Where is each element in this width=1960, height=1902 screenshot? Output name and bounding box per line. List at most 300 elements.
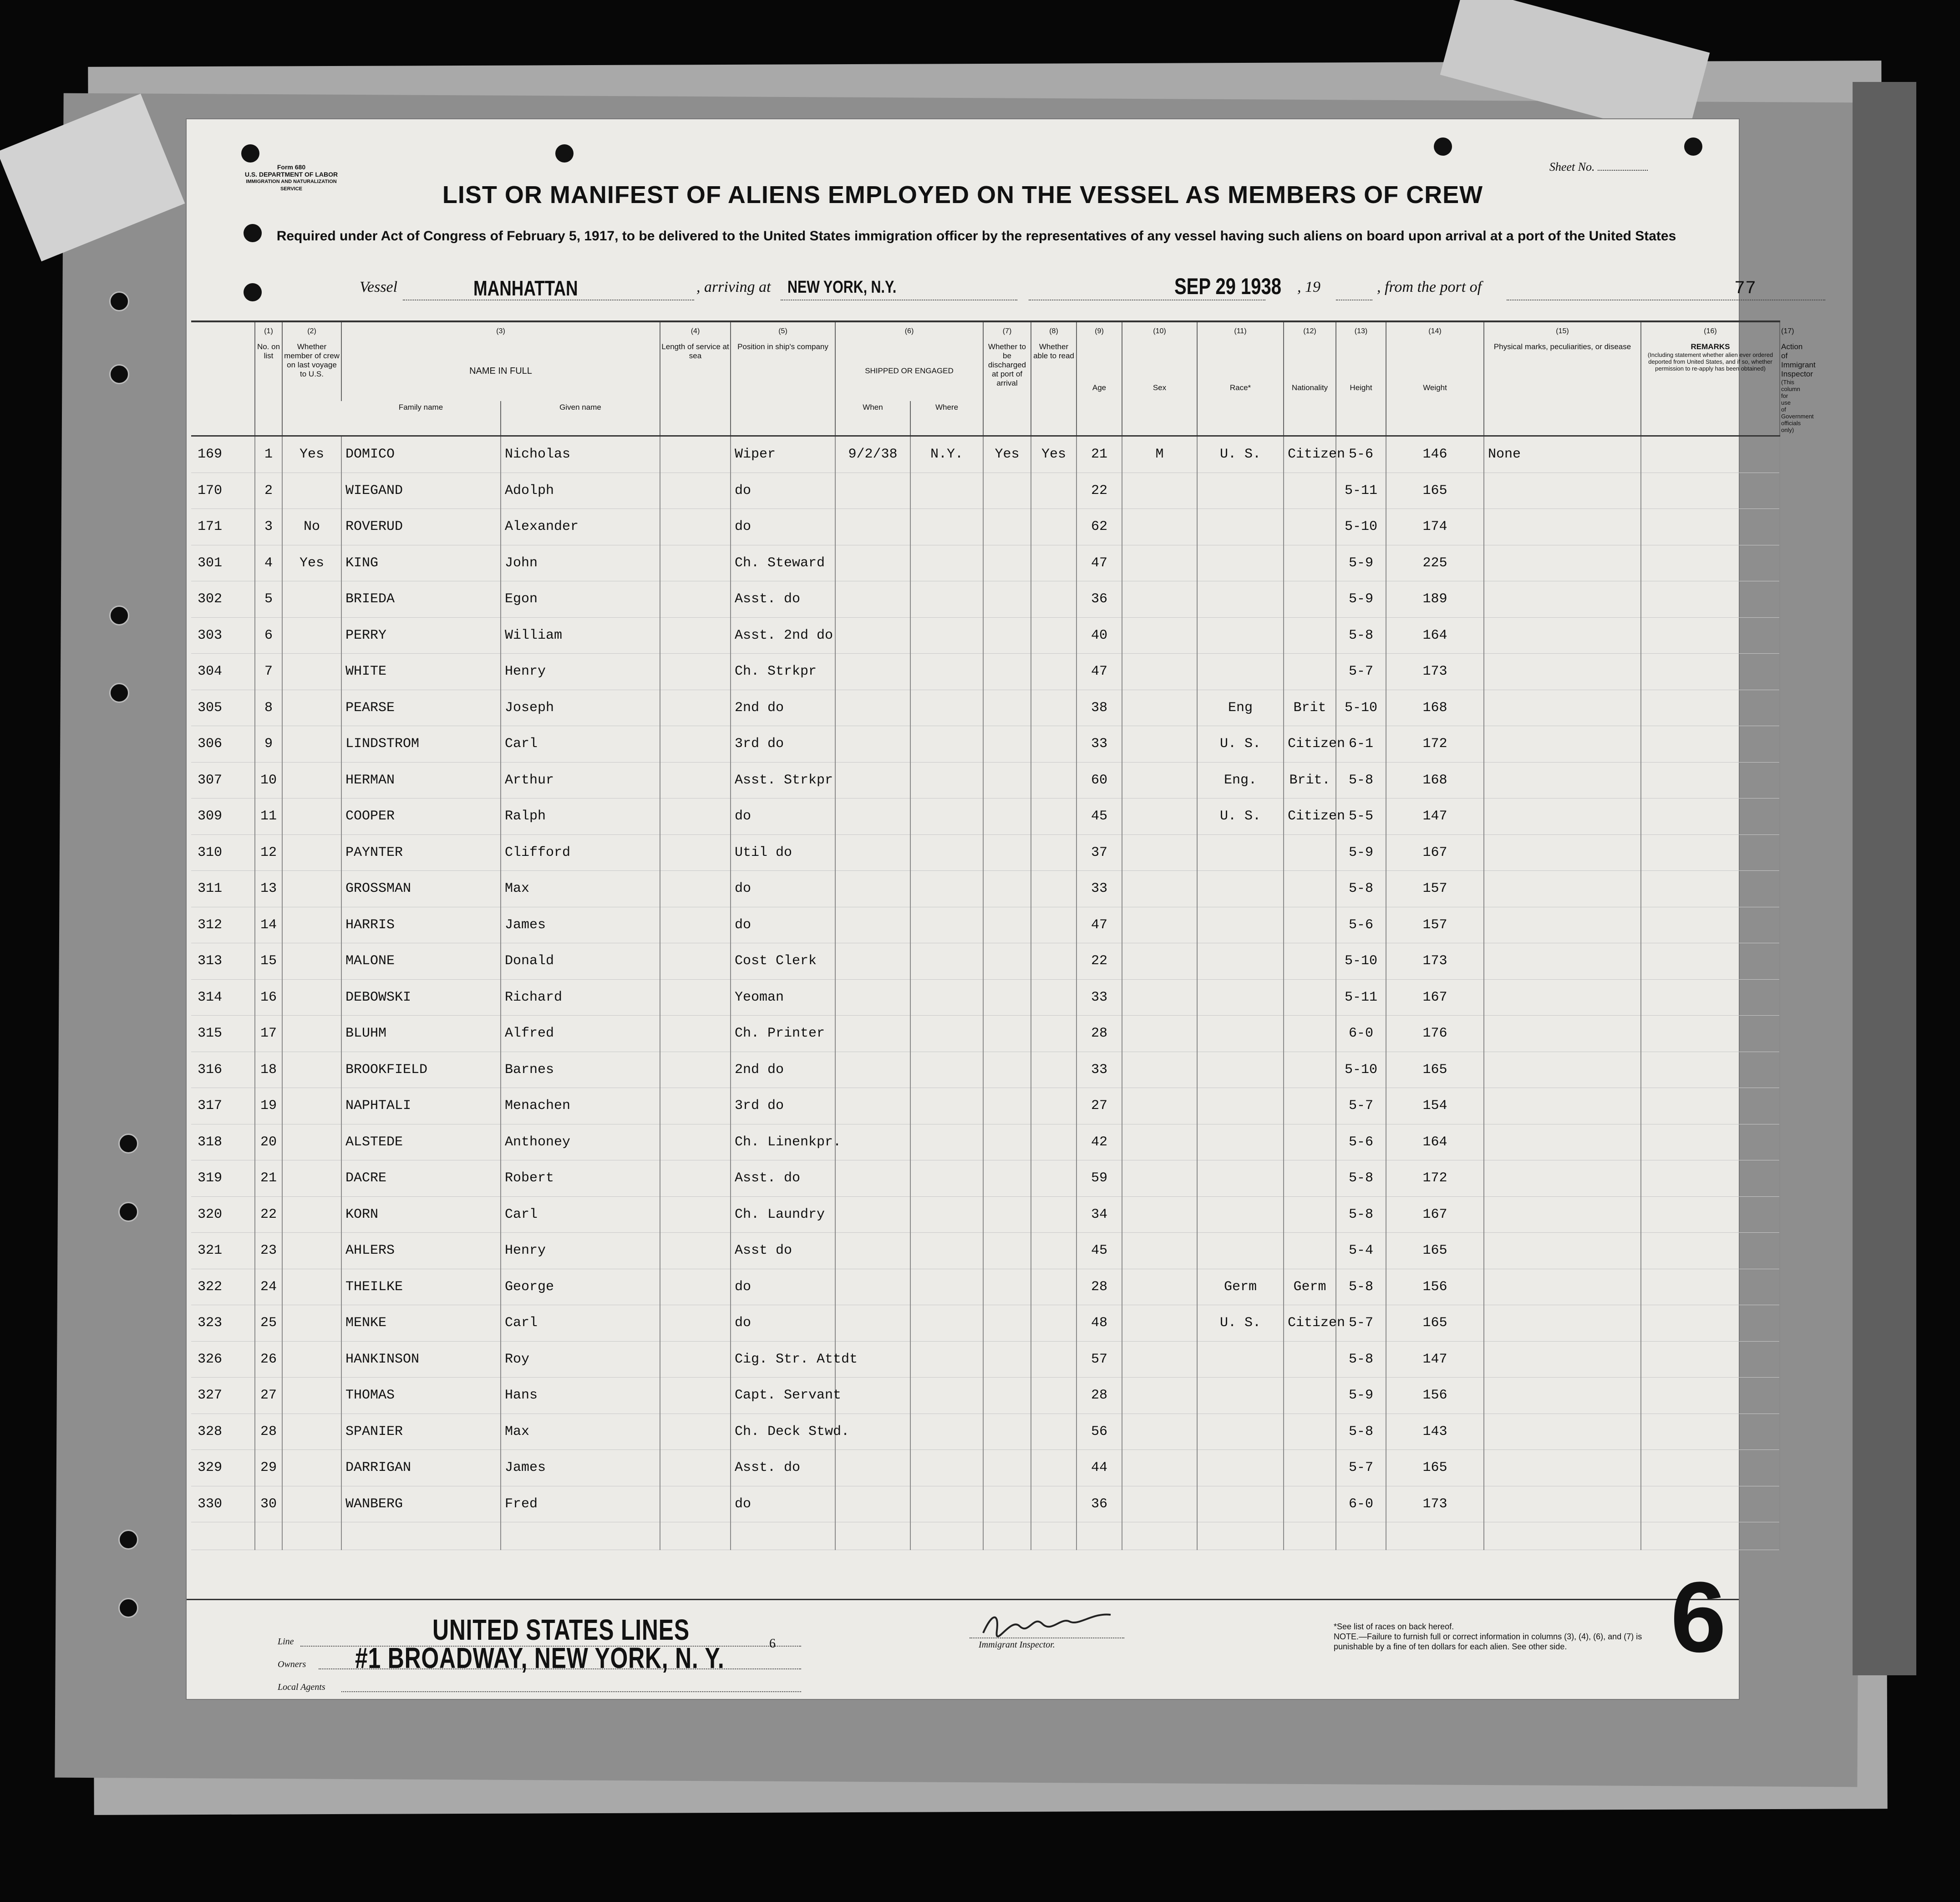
row-nationality <box>1284 509 1336 545</box>
row-sex <box>1122 617 1197 654</box>
header-family-name: Family name <box>341 401 501 436</box>
table-row <box>191 907 1780 943</box>
row-shipped-when <box>835 617 910 654</box>
agents-label: Local Agents <box>278 1682 325 1692</box>
row-list-number: 12 <box>255 834 282 871</box>
row-position: Cig. Str. Attdt <box>731 1341 835 1378</box>
row-previous-voyage <box>282 581 341 618</box>
row-race: Eng. <box>1197 762 1284 798</box>
row-previous-voyage <box>282 979 341 1016</box>
row-discharged <box>983 1305 1031 1342</box>
row-race: Germ <box>1197 1269 1284 1305</box>
header-when: When <box>835 401 910 436</box>
row-previous-voyage <box>282 1196 341 1233</box>
row-height: 5-11 <box>1336 979 1386 1016</box>
row-given-name: Fred <box>501 1486 660 1522</box>
row-remarks <box>1641 1378 1780 1414</box>
row-able-to-read <box>1031 1341 1076 1378</box>
row-sex <box>1122 1378 1197 1414</box>
row-weight: 164 <box>1386 617 1484 654</box>
row-weight: 147 <box>1386 1341 1484 1378</box>
row-nationality: Citizen <box>1284 436 1336 473</box>
row-given-name: Richard <box>501 979 660 1016</box>
column-number: (6) <box>835 321 983 341</box>
crew-table <box>191 320 1773 1550</box>
row-family-name: SPANIER <box>341 1414 501 1450</box>
row-race <box>1197 1486 1284 1522</box>
row-height: 5-8 <box>1336 617 1386 654</box>
row-weight: 165 <box>1386 1233 1484 1269</box>
row-height: 5-4 <box>1336 1233 1386 1269</box>
header-height: Height <box>1336 341 1386 436</box>
punch-hole <box>244 224 262 242</box>
row-position: Wiper <box>731 436 835 473</box>
row-physical-marks <box>1484 1414 1641 1450</box>
row-age: 44 <box>1076 1450 1122 1486</box>
row-height: 5-9 <box>1336 581 1386 618</box>
row-height: 5-8 <box>1336 1196 1386 1233</box>
row-position: Cost Clerk <box>731 943 835 980</box>
row-nationality <box>1284 617 1336 654</box>
row-race <box>1197 1088 1284 1124</box>
table-row <box>191 762 1780 798</box>
row-previous-voyage <box>282 1124 341 1160</box>
row-margin-number <box>191 1522 255 1550</box>
row-weight <box>1386 1522 1484 1550</box>
row-margin-number: 301 <box>191 545 255 581</box>
row-weight: 156 <box>1386 1378 1484 1414</box>
row-position: do <box>731 1305 835 1342</box>
row-shipped-where <box>910 1124 983 1160</box>
table-row <box>191 1486 1780 1522</box>
row-position: Ch. Linenkpr. <box>731 1124 835 1160</box>
row-given-name: Adolph <box>501 473 660 509</box>
back-sheet-edge <box>1853 82 1916 1675</box>
row-height: 5-7 <box>1336 654 1386 690</box>
row-discharged <box>983 1341 1031 1378</box>
row-race: Eng <box>1197 690 1284 726</box>
row-remarks <box>1641 1124 1780 1160</box>
row-age: 36 <box>1076 581 1122 618</box>
row-previous-voyage <box>282 473 341 509</box>
row-family-name: ROVERUD <box>341 509 501 545</box>
row-weight: 165 <box>1386 1052 1484 1088</box>
row-margin-number: 310 <box>191 834 255 871</box>
table-row <box>191 1450 1780 1486</box>
row-margin-number: 329 <box>191 1450 255 1486</box>
row-nationality <box>1284 1016 1336 1052</box>
row-able-to-read <box>1031 1450 1076 1486</box>
row-remarks <box>1641 1160 1780 1197</box>
row-margin-number: 306 <box>191 726 255 763</box>
row-physical-marks <box>1484 1016 1641 1052</box>
row-discharged <box>983 1196 1031 1233</box>
row-previous-voyage <box>282 1052 341 1088</box>
row-height: 6-0 <box>1336 1016 1386 1052</box>
row-physical-marks <box>1484 473 1641 509</box>
row-margin-number: 330 <box>191 1486 255 1522</box>
table-row <box>191 436 1780 473</box>
row-nationality <box>1284 1414 1336 1450</box>
row-shipped-when <box>835 979 910 1016</box>
row-position: do <box>731 798 835 835</box>
row-age: 60 <box>1076 762 1122 798</box>
row-sex <box>1122 690 1197 726</box>
row-margin-number: 318 <box>191 1124 255 1160</box>
row-sex <box>1122 1486 1197 1522</box>
row-family-name: MALONE <box>341 943 501 980</box>
row-race <box>1197 1341 1284 1378</box>
row-previous-voyage <box>282 617 341 654</box>
row-height: 5-5 <box>1336 798 1386 835</box>
row-given-name: James <box>501 907 660 943</box>
row-weight: 168 <box>1386 762 1484 798</box>
row-race <box>1197 871 1284 907</box>
row-age: 45 <box>1076 1233 1122 1269</box>
row-nationality: Citizen <box>1284 1305 1336 1342</box>
row-age: 57 <box>1076 1341 1122 1378</box>
table-row <box>191 1414 1780 1450</box>
row-position: do <box>731 1269 835 1305</box>
row-able-to-read <box>1031 1305 1076 1342</box>
row-remarks <box>1641 1269 1780 1305</box>
row-age: 33 <box>1076 979 1122 1016</box>
row-sex <box>1122 1450 1197 1486</box>
row-list-number: 23 <box>255 1233 282 1269</box>
row-able-to-read <box>1031 654 1076 690</box>
row-length-of-service <box>660 726 731 763</box>
row-list-number: 16 <box>255 979 282 1016</box>
row-shipped-when <box>835 726 910 763</box>
row-able-to-read <box>1031 834 1076 871</box>
row-given-name: Roy <box>501 1341 660 1378</box>
row-shipped-where <box>910 1450 983 1486</box>
sheet-number-stamp: 6 <box>1671 1561 1726 1673</box>
row-weight: 157 <box>1386 907 1484 943</box>
footer-notes <box>1334 1622 1671 1652</box>
row-discharged <box>983 654 1031 690</box>
row-able-to-read <box>1031 1522 1076 1550</box>
row-physical-marks <box>1484 545 1641 581</box>
row-discharged <box>983 1016 1031 1052</box>
row-previous-voyage <box>282 726 341 763</box>
row-nationality: Germ <box>1284 1269 1336 1305</box>
row-margin-number: 323 <box>191 1305 255 1342</box>
row-height: 5-10 <box>1336 1052 1386 1088</box>
row-age: 62 <box>1076 509 1122 545</box>
row-discharged <box>983 871 1031 907</box>
page-subtitle: Required under Act of Congress of February 5, 1917, to be delivered to the United States immigration officer by the representatives of any vessel having such aliens on board upon arrival at a port of the United States <box>276 229 1676 244</box>
row-sex <box>1122 1052 1197 1088</box>
race-note: *See list of races on back hereof. <box>1334 1622 1454 1631</box>
row-able-to-read <box>1031 1414 1076 1450</box>
row-margin-number: 317 <box>191 1088 255 1124</box>
row-shipped-where <box>910 1378 983 1414</box>
row-shipped-when <box>835 473 910 509</box>
row-age: 28 <box>1076 1016 1122 1052</box>
row-length-of-service <box>660 1450 731 1486</box>
row-position: Asst. 2nd do <box>731 617 835 654</box>
row-weight: 173 <box>1386 943 1484 980</box>
row-nationality <box>1284 1233 1336 1269</box>
column-number: (12) <box>1284 321 1336 341</box>
row-length-of-service <box>660 834 731 871</box>
remarks-title: REMARKS <box>1691 342 1730 351</box>
row-shipped-where: N.Y. <box>910 436 983 473</box>
row-list-number: 8 <box>255 690 282 726</box>
row-sex <box>1122 1160 1197 1197</box>
table-row <box>191 473 1780 509</box>
row-shipped-when <box>835 1269 910 1305</box>
row-position: Asst. do <box>731 1160 835 1197</box>
column-number: (3) <box>341 321 660 341</box>
row-family-name: DARRIGAN <box>341 1450 501 1486</box>
row-margin-number: 305 <box>191 690 255 726</box>
table-row <box>191 726 1780 763</box>
row-physical-marks <box>1484 581 1641 618</box>
row-length-of-service <box>660 871 731 907</box>
row-discharged <box>983 473 1031 509</box>
row-age: 56 <box>1076 1414 1122 1450</box>
penalty-note: NOTE.—Failure to furnish full or correct information in columns (3), (4), (6), and (7) is punishable by a fine of ten dollars for each alien. See other side. <box>1334 1632 1642 1651</box>
row-height: 5-8 <box>1336 762 1386 798</box>
row-weight: 165 <box>1386 1305 1484 1342</box>
row-position: 3rd do <box>731 726 835 763</box>
table-row <box>191 509 1780 545</box>
row-remarks <box>1641 1233 1780 1269</box>
row-margin-number: 307 <box>191 762 255 798</box>
row-shipped-where <box>910 762 983 798</box>
row-given-name: Hans <box>501 1378 660 1414</box>
row-length-of-service <box>660 473 731 509</box>
row-able-to-read <box>1031 943 1076 980</box>
row-height: 5-7 <box>1336 1088 1386 1124</box>
row-discharged <box>983 1269 1031 1305</box>
row-shipped-where <box>910 581 983 618</box>
row-list-number: 15 <box>255 943 282 980</box>
column-number: (4) <box>660 321 731 341</box>
row-age: 28 <box>1076 1269 1122 1305</box>
row-nationality <box>1284 1450 1336 1486</box>
row-race <box>1197 473 1284 509</box>
row-given-name: Max <box>501 1414 660 1450</box>
remarks-note: (Including statement whether alien ever ordered deported from United States, and if so, whether permission to re-apply has been obtained) <box>1647 351 1773 372</box>
row-shipped-where <box>910 1269 983 1305</box>
binder-hole <box>109 605 129 626</box>
row-age: 37 <box>1076 834 1122 871</box>
department: U.S. DEPARTMENT OF LABOR <box>244 171 338 178</box>
row-weight: 172 <box>1386 1160 1484 1197</box>
row-shipped-where <box>910 726 983 763</box>
row-shipped-where <box>910 798 983 835</box>
row-position: do <box>731 509 835 545</box>
column-number: (5) <box>731 321 835 341</box>
row-length-of-service <box>660 690 731 726</box>
row-shipped-when <box>835 943 910 980</box>
row-previous-voyage <box>282 1378 341 1414</box>
row-shipped-where <box>910 509 983 545</box>
row-nationality <box>1284 581 1336 618</box>
row-age: 27 <box>1076 1088 1122 1124</box>
row-list-number: 18 <box>255 1052 282 1088</box>
row-race <box>1197 1196 1284 1233</box>
year-label: , 19 <box>1297 279 1320 295</box>
table-row <box>191 581 1780 618</box>
row-remarks <box>1641 436 1780 473</box>
row-height: 5-10 <box>1336 509 1386 545</box>
row-weight: 174 <box>1386 509 1484 545</box>
stray-mark: 6 <box>769 1637 776 1651</box>
row-list-number: 25 <box>255 1305 282 1342</box>
row-sex <box>1122 545 1197 581</box>
row-shipped-when <box>835 1196 910 1233</box>
row-position: Capt. Servant <box>731 1378 835 1414</box>
row-height: 5-10 <box>1336 690 1386 726</box>
row-margin-number: 319 <box>191 1160 255 1197</box>
table-row <box>191 545 1780 581</box>
row-previous-voyage: No <box>282 509 341 545</box>
row-age: 22 <box>1076 943 1122 980</box>
row-shipped-when <box>835 1305 910 1342</box>
row-able-to-read <box>1031 1196 1076 1233</box>
row-race <box>1197 581 1284 618</box>
binder-hole <box>109 683 129 703</box>
row-shipped-where <box>910 1088 983 1124</box>
page-title: LIST OR MANIFEST OF ALIENS EMPLOYED ON THE VESSEL AS MEMBERS OF CREW <box>442 181 1483 209</box>
row-margin-number: 316 <box>191 1052 255 1088</box>
row-family-name: BRIEDA <box>341 581 501 618</box>
row-weight: 165 <box>1386 1450 1484 1486</box>
row-previous-voyage: Yes <box>282 545 341 581</box>
column-number: (11) <box>1197 321 1284 341</box>
row-age: 47 <box>1076 545 1122 581</box>
row-remarks <box>1641 1341 1780 1378</box>
row-discharged <box>983 762 1031 798</box>
row-list-number: 19 <box>255 1088 282 1124</box>
row-age: 28 <box>1076 1378 1122 1414</box>
header-nationality: Nationality <box>1284 341 1336 436</box>
row-shipped-where <box>910 1486 983 1522</box>
row-family-name: WHITE <box>341 654 501 690</box>
binder-hole <box>118 1530 138 1550</box>
row-height: 5-8 <box>1336 1269 1386 1305</box>
row-nationality <box>1284 871 1336 907</box>
row-position: Util do <box>731 834 835 871</box>
row-shipped-where <box>910 907 983 943</box>
row-given-name: Carl <box>501 1196 660 1233</box>
sheet-number-field <box>1549 160 1648 174</box>
row-remarks <box>1641 690 1780 726</box>
row-family-name: COOPER <box>341 798 501 835</box>
row-list-number: 3 <box>255 509 282 545</box>
sheet-line <box>1598 170 1648 171</box>
row-weight: 157 <box>1386 871 1484 907</box>
row-nationality: Brit <box>1284 690 1336 726</box>
line-value: UNITED STATES LINES <box>432 1613 690 1646</box>
table-row <box>191 798 1780 835</box>
row-length-of-service <box>660 1378 731 1414</box>
row-age: 33 <box>1076 726 1122 763</box>
row-nationality <box>1284 473 1336 509</box>
row-position: do <box>731 1486 835 1522</box>
row-shipped-where <box>910 1341 983 1378</box>
crew-rows <box>191 436 1780 1550</box>
row-length-of-service <box>660 1124 731 1160</box>
row-previous-voyage <box>282 762 341 798</box>
row-age: 45 <box>1076 798 1122 835</box>
row-race: U. S. <box>1197 726 1284 763</box>
row-physical-marks <box>1484 1522 1641 1550</box>
row-physical-marks <box>1484 943 1641 980</box>
row-sex <box>1122 1269 1197 1305</box>
table-row <box>191 1160 1780 1197</box>
row-race: U. S. <box>1197 1305 1284 1342</box>
row-sex <box>1122 979 1197 1016</box>
row-length-of-service <box>660 1016 731 1052</box>
row-list-number: 10 <box>255 762 282 798</box>
column-number: (2) <box>282 321 341 341</box>
row-weight: 146 <box>1386 436 1484 473</box>
row-sex <box>1122 762 1197 798</box>
row-sex <box>1122 1522 1197 1550</box>
row-list-number: 1 <box>255 436 282 473</box>
row-remarks <box>1641 871 1780 907</box>
header-length-of-service: Length of service at sea <box>660 341 731 436</box>
row-able-to-read <box>1031 1269 1076 1305</box>
row-shipped-when <box>835 1522 910 1550</box>
row-nationality <box>1284 1341 1336 1378</box>
row-list-number: 20 <box>255 1124 282 1160</box>
row-shipped-when <box>835 1016 910 1052</box>
row-remarks <box>1641 581 1780 618</box>
row-remarks <box>1641 1196 1780 1233</box>
table-row <box>191 690 1780 726</box>
row-nationality <box>1284 1160 1336 1197</box>
binder-hole <box>118 1202 138 1222</box>
row-age <box>1076 1522 1122 1550</box>
row-able-to-read <box>1031 1052 1076 1088</box>
row-age: 38 <box>1076 690 1122 726</box>
row-discharged <box>983 617 1031 654</box>
row-able-to-read <box>1031 871 1076 907</box>
row-position: Ch. Strkpr <box>731 654 835 690</box>
row-length-of-service <box>660 1522 731 1550</box>
header-discharged: Whether to be discharged at port of arrival <box>983 341 1031 436</box>
row-nationality <box>1284 654 1336 690</box>
row-shipped-when <box>835 1124 910 1160</box>
row-able-to-read <box>1031 1486 1076 1522</box>
row-sex <box>1122 1414 1197 1450</box>
row-position: Asst do <box>731 1233 835 1269</box>
row-physical-marks <box>1484 1486 1641 1522</box>
row-family-name: DOMICO <box>341 436 501 473</box>
row-length-of-service <box>660 1414 731 1450</box>
row-race <box>1197 617 1284 654</box>
row-previous-voyage <box>282 871 341 907</box>
row-margin-number: 311 <box>191 871 255 907</box>
row-race: U. S. <box>1197 436 1284 473</box>
row-able-to-read <box>1031 762 1076 798</box>
row-given-name <box>501 1522 660 1550</box>
arrival-date: SEP 29 1938 <box>1174 274 1282 299</box>
row-margin-number: 315 <box>191 1016 255 1052</box>
row-able-to-read <box>1031 617 1076 654</box>
row-discharged <box>983 545 1031 581</box>
row-shipped-where <box>910 1522 983 1550</box>
row-able-to-read <box>1031 690 1076 726</box>
row-position: Ch. Laundry <box>731 1196 835 1233</box>
punch-hole <box>1684 137 1702 156</box>
